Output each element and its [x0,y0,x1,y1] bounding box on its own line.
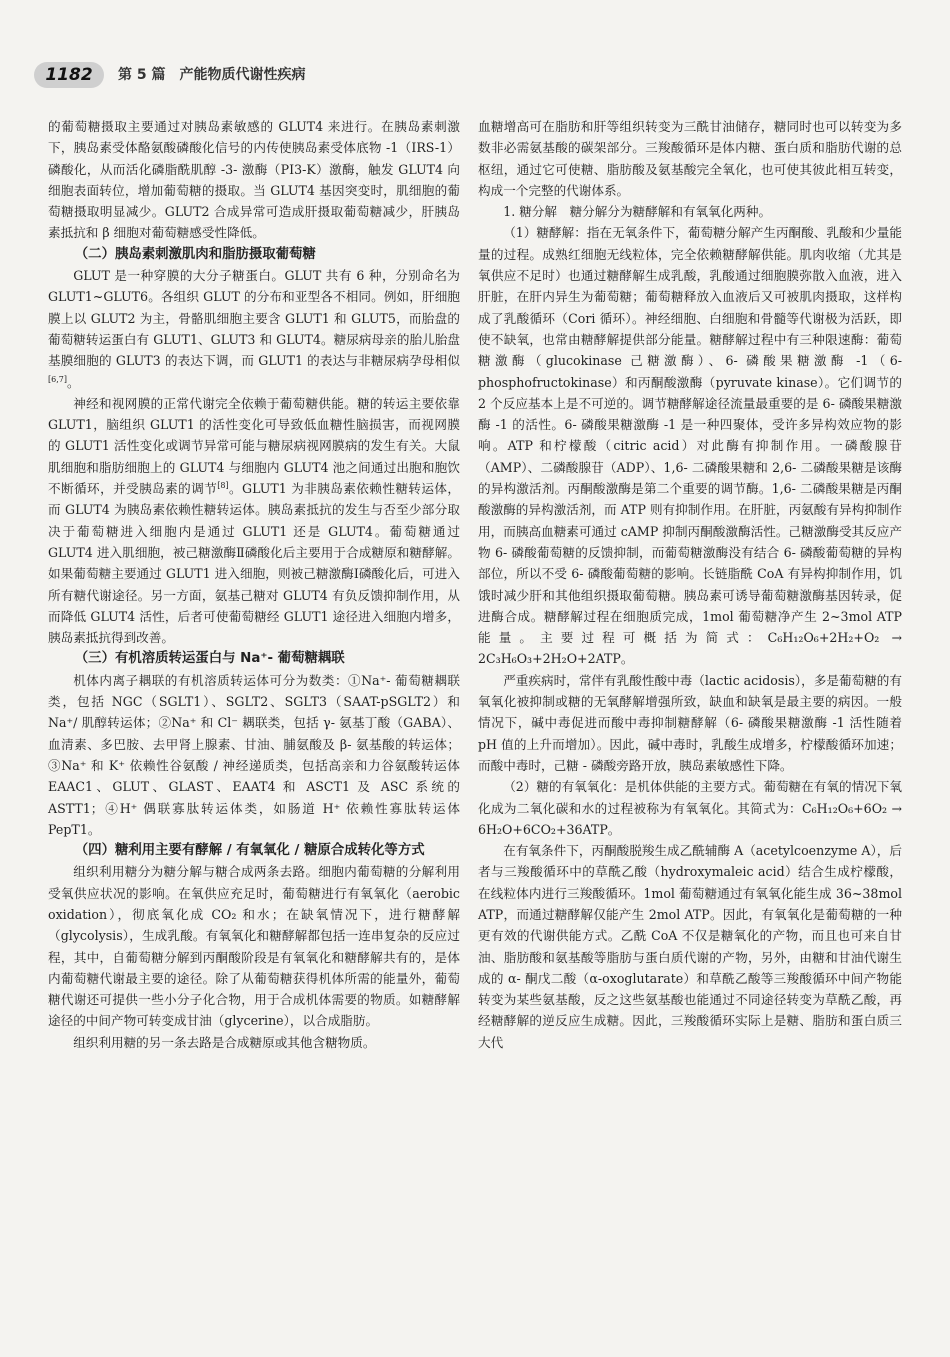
paragraph: （2）糖的有氧氧化：是机体供能的主要方式。葡萄糖在有氧的情况下氧化成为二氧化碳和水的过程被称为有氧氧化。其简式为：C₆H₁₂O₆+6O₂ → 6H₂O+6CO₂+36ATP。 [478,779,902,837]
paragraph: 血糖增高可在脂肪和肝等组织转变为三酰甘油储存，糖同时也可以转变为多数非必需氨基酸的碳架部分。三羧酸循环是体内糖、蛋白质和脂肪代谢的总枢纽，通过它可使糖、脂肪酸及氨基酸完全氧化，也可使其彼此相互转变，构成一个完整的代谢体系。 [478,119,902,198]
left-column [48,116,460,1053]
section-heading: （三）有机溶质转运蛋白与 Na⁺- 葡萄糖耦联 [74,651,345,667]
right-column [478,116,902,1053]
paragraph-text-tail: 。GLUT1 为非胰岛素依赖性糖转运体，而 GLUT4 为胰岛素依赖性糖转运体。胰岛素抵抗的发生与否至少部分取决于葡萄糖进入细胞内是通过 GLUT1 还是 GLUT4。葡萄糖通过 GLUT4 进入肌细胞，被己糖激酶Ⅱ磷酸化后主要用于合成糖原和糖酵解。如果葡萄糖主要通过 GLUT1 进入细胞，则被己糖激酶Ⅰ磷酸化后，可进入所有糖代谢途径。另一方面，氨基己糖对 GLUT4 有负反馈抑制作用，从而降低 GLUT4 活性，后者可使葡萄糖经 GLUT1 途径进入细胞内增多，胰岛素抵抗得到改善。 [48,481,461,646]
paragraph: 1. 糖分解 糖分解分为糖酵解和有氧氧化两种。 [503,204,772,220]
paragraph [48,265,460,393]
paragraph-text-tail: 。 [66,374,80,390]
paragraph: （1）糖酵解：指在无氧条件下，葡萄糖分解产生丙酮酸、乳酸和少量能量的过程。成熟红细胞无线粒体，完全依赖糖酵解供能。肌肉收缩（尤其是氧供应不足时）也通过糖酵解生成乳酸，乳酸通过细胞膜弥散入血液，进入肝脏，在肝内异生为葡萄糖；葡萄糖释放入血液后又可被肌肉摄取，这样构成了乳酸循环（Cori 循环）。神经细胞、白细胞和骨髓等代谢极为活跃，即使不缺氧，也常由糖酵解提供部分能量。糖酵解过程中有三种限速酶：葡萄糖激酶（glucokinase 己糖激酶）、6- 磷酸果糖激酶 -1（6-phosphofructokinase）和丙酮酸激酶（pyruvate kinase）。它们调节的 2 个反应基本上是不可逆的。调节糖酵解途径流量最重要的是 6- 磷酸果糖激酶 -1 的活性。6- 磷酸果糖激酶 -1 是一种四聚体，受许多异构效应物的影响。ATP 和柠檬酸（citric acid）对此酶有抑制作用。一磷酸腺苷（AMP）、二磷酸腺苷（ADP）、1,6- 二磷酸果糖和 2,6- 二磷酸果糖是该酶的异构激活剂。丙酮酸激酶是第二个重要的调节酶。1,6- 二磷酸果糖是丙酮酸激酶的异构激活剂，而 ATP 则有抑制作用。在肝脏，丙氨酸有异构抑制作用，而胰高血糖素可通过 cAMP 抑制丙酮酸激酶活性。己糖激酶受其反应产物 6- 磷酸葡萄糖的反馈抑制，而葡萄糖激酶没有结合 6- 磷酸葡萄糖的异构部位，所以不受 6- 磷酸葡萄糖的影响。长链脂酰 CoA 有异构抑制作用，饥饿时减少肝和其他组织摄取葡萄糖。胰岛素可诱导葡萄糖激酶基因转录，促进酶合成。糖酵解过程在细胞质完成，1mol 葡萄糖净产生 2~3mol ATP 能量。主要过程可概括为简式：C₆H₁₂O₆+2H₂+O₂ → 2C₃H₆O₃+2H₂O+2ATP。 [478,225,902,667]
paragraph [48,393,460,649]
page-number: 1182 [34,62,104,88]
section-heading: （二）胰岛素刺激肌肉和脂肪摄取葡萄糖 [74,246,316,262]
section-heading: （四）糖利用主要有酵解 / 有氧氧化 / 糖原合成转化等方式 [74,843,425,859]
paragraph-text: GLUT 是一种穿膜的大分子糖蛋白。GLUT 共有 6 种，分别命名为 GLUT1~GLUT6。各组织 GLUT 的分布和亚型各不相同。例如，肝细胞膜上以 GLUT2 为主，骨骼肌细胞主要含 GLUT1 和 GLUT5，而胎盘的葡萄糖转运蛋白有 GLUT1、GLUT3 和 GLUT4。糖尿病母亲的胎儿胎盘基膜细胞的 GLUT3 的表达下调，而 GLUT1 的表达与非糖尿病孕母相似 [48,268,460,369]
paragraph: 在有氧条件下，丙酮酸脱羧生成乙酰辅酶 A（acetylcoenzyme A），后者与三羧酸循环中的草酰乙酸（hydroxymaleic acid）结合生成柠檬酸，在线粒体内进行三羧酸循环。1mol 葡萄糖通过有氧氧化能生成 36~38mol ATP，而通过糖酵解仅能产生 2mol ATP。因此，有氧氧化是葡萄糖的一种更有效的代谢供能方式。乙酰 CoA 不仅是糖氧化的产物，而且也可来自甘油、脂肪酸和氨基酸等脂肪与蛋白质代谢的产物，另外，由糖和甘油代谢生成的 α- 酮戊二酸（α-oxoglutarate）和草酰乙酸等三羧酸循环中间产物能转变为某些氨基酸，反之这些氨基酸也能通过不同途径转变为草酰乙酸，再经糖酵解的逆反应生成糖。因此，三羧酸循环实际上是糖、脂肪和蛋白质三大代 [478,843,902,1050]
citation-ref: [8] [217,480,229,490]
section-title: 第 5 篇 产能物质代谢性疾病 [118,67,306,83]
paragraph-text: 神经和视网膜的正常代谢完全依赖于葡萄糖供能。糖的转运主要依靠 GLUT1，脑组织 GLUT1 的活性变化可导致低血糖性脑损害，而视网膜的 GLUT1 活性变化或调节异常可能与糖尿病视网膜病的发生有关。大鼠肌细胞和脂肪细胞上的 GLUT4 与细胞内 GLUT4 池之间通过出胞和胞饮不断循环，并受胰岛素的调节 [48,395,460,497]
citation-ref: [6,7] [48,374,67,384]
page-header [34,62,914,92]
paragraph: 机体内离子耦联的有机溶质转运体可分为数类：①Na⁺- 葡萄糖耦联类，包括 NGC（SGLT1）、SGLT2、SGLT3（SAAT-pSGLT2）和 Na⁺/ 肌醇转运体；②Na⁺ 和 Cl⁻ 耦联类，包括 γ- 氨基丁酸（GABA）、血清素、多巴胺、去甲肾上腺素、甘油、脯氨酸及 β- 氨基酸的转运体；③Na⁺ 和 K⁺ 依赖性谷氨酸 / 神经递质类，包括高亲和力谷氨酸转运体 EAAC1、GLUT、GLAST、EAAT4 和 ASCT1 及 ASC 系统的 ASTT1；④H⁺ 偶联寡肽转运体类，如肠道 H⁺ 依赖性寡肽转运体 PepT1。 [48,672,460,837]
paragraph: 的葡萄糖摄取主要通过对胰岛素敏感的 GLUT4 来进行。在胰岛素刺激下，胰岛素受体酪氨酸磷酸化信号的内传使胰岛素受体底物 -1（IRS-1）磷酸化，从而活化磷脂酰肌醇 -3- 激酶（PI3-K）激酶，触发 GLUT4 向细胞表面转位，增加葡萄糖的摄取。当 GLUT4 基因突变时，肌细胞的葡萄糖摄取明显减少。GLUT2 合成异常可造成肝摄取葡萄糖减少，肝胰岛素抵抗和 β 细胞对葡萄糖感受性降低。 [48,119,460,241]
paragraph: 组织利用糖的另一条去路是合成糖原或其他含糖物质。 [73,1034,376,1050]
paragraph: 组织利用糖分为糖分解与糖合成两条去路。细胞内葡萄糖的分解利用受氧供应状况的影响。在氧供应充足时，葡萄糖进行有氧氧化（aerobic oxidation），彻底氧化成 CO₂ 和水；在缺氧情况下，进行糖酵解（glycolysis），生成乳酸。有氧氧化和糖酵解都包括一连串复杂的反应过程，其中，自葡萄糖分解到丙酮酸阶段是有氧氧化和糖酵解共有的，是体内葡萄糖代谢最主要的途径。除了从葡萄糖获得机体所需的能量外，葡萄糖代谢还可提供一些小分子化合物，用于合成机体需要的物质。如糖酵解途径的中间产物可转变成甘油（glycerine），以合成脂肪。 [48,864,460,1029]
paragraph: 严重疾病时，常伴有乳酸性酸中毒（lactic acidosis），多是葡萄糖的有氧氧化被抑制或糖的无氧酵解增强所致，缺血和缺氧是最主要的病因。一般情况下，碱中毒促进而酸中毒抑制糖酵解（6- 磷酸果糖激酶 -1 活性随着 pH 值的上升而增加）。因此，碱中毒时，乳酸生成增多，柠檬酸循环加速；而酸中毒时，己糖 - 磷酸旁路开放，胰岛素敏感性下降。 [478,672,902,773]
